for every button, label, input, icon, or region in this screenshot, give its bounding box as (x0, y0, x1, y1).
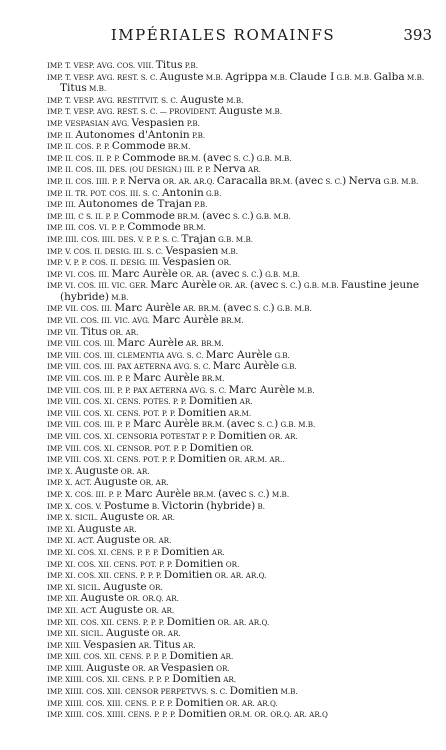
emperor-name: Vespasien (83, 638, 137, 651)
emperor-name: Marc Aurèle (228, 383, 295, 396)
emperor-name: Domitien (169, 650, 219, 663)
index-entry (47, 396, 437, 408)
legend-text: OR. AR. (149, 629, 181, 639)
legend-text: P.B. (191, 200, 208, 210)
emperor-name: Marc Aurèle (150, 279, 217, 292)
legend-text: G.B. M.B. (278, 420, 316, 430)
legend-text: OR. (237, 443, 254, 453)
legend-text: G.B. (279, 362, 297, 372)
emperor-name: Antonin (161, 186, 204, 199)
legend-text: M.B. (86, 84, 107, 94)
index-entry (47, 106, 437, 118)
emperor-name: (avec (294, 174, 324, 187)
emperor-name: Auguste (218, 105, 263, 118)
legend-text: IMP. XI. ACT. (47, 536, 97, 546)
emperor-name: ) (265, 487, 270, 500)
emperor-name: Domitien (177, 453, 227, 466)
emperor-name: ) (270, 302, 275, 315)
emperor-name: Auguste (86, 661, 130, 674)
legend-text: G.B. (272, 350, 290, 360)
emperor-name: ) (249, 209, 254, 222)
index-entry (47, 640, 437, 652)
legend-text: IMP. X. SICIL. (47, 513, 101, 523)
legend-text: AR.M. (226, 408, 252, 418)
emperor-name: Marc Aurèle (111, 267, 178, 280)
legend-text: IMP. VII. (47, 327, 81, 337)
index-entry (47, 176, 437, 188)
legend-text: BR.M. (199, 374, 225, 384)
legend-text: IMP. VIII. COS. III. PAX AETERNA AVG. S. C. (47, 362, 213, 372)
legend-text: IMP. VIII. COS. III. P. P. PAX AETERNA AVG. S. C. (47, 385, 229, 395)
emperor-name: Auguste (80, 592, 125, 605)
running-title: IMPÉRIALES ROMAINFS (110, 26, 336, 44)
emperor-name: Domitien (160, 545, 210, 558)
legend-text: BR.M. (174, 211, 203, 221)
legend-text: IMP. XII. (47, 594, 81, 604)
emperor-name: Domitien (163, 569, 213, 582)
emperor-name: Caracalla (216, 174, 268, 187)
emperor-name: (avec (223, 302, 252, 315)
index-entry (47, 222, 437, 234)
emperor-name: Marc Aurèle (133, 418, 200, 431)
legend-text: OR. AR. (140, 536, 172, 546)
legend-text: M.B. (262, 107, 283, 117)
emperor-name: Victorin (161, 499, 204, 512)
emperor-name: Marc Aurèle (117, 337, 184, 350)
emperor-name: ) (342, 174, 347, 187)
emperor-name: Domitien (172, 673, 221, 686)
index-entry (47, 303, 437, 315)
index-entry (47, 199, 437, 211)
legend-text: IMP. VIII. COS. XI. CENS. POTES. P. P. (47, 397, 189, 407)
legend-text: BR.M. (199, 420, 227, 430)
emperor-name: Nerva (213, 163, 246, 176)
legend-text: IMP. XIII. COS. XII. CENS. P. P. P. (47, 652, 170, 662)
emperor-name: Domitien (177, 708, 227, 721)
legend-text: IMP. IIII. COS. IIII. DES. V. P. P. S. C. (47, 234, 182, 244)
emperor-name: Faustine jeune (341, 279, 420, 292)
legend-text: IMP. T. VESP. AVG. RESTITVIT. S. C. (47, 95, 181, 105)
legend-text: OR. AR. AR.Q. (215, 617, 270, 627)
legend-text: S. C. (246, 489, 266, 499)
emperor-name: Marc Aurèle (114, 302, 181, 315)
legend-text: IMP. XI. SICIL. (47, 582, 104, 592)
legend-text: IMP. X. ACT. (47, 478, 94, 488)
index-entry (47, 211, 437, 223)
legend-text: S. C. (251, 304, 271, 314)
emperor-name: Titus (153, 638, 181, 651)
emperor-name: Vespasien (160, 661, 214, 674)
legend-text: G.B. M.B. (381, 176, 419, 186)
legend-text: IMP. XII. ACT. (47, 605, 100, 615)
legend-text: IMP. T. VESP. AVG. REST. S. C. (47, 72, 160, 82)
legend-text: OR. AR. (216, 281, 251, 291)
legend-text: OR. AR. AR.Q. (160, 176, 217, 186)
index-entry (47, 698, 437, 710)
legend-text: IMP. VII. COS. III. (47, 304, 115, 314)
legend-text: IMP. XIIII. COS. XIII. CENSOR PERPETVVS. S. C. (47, 687, 230, 697)
legend-text: IMP. X. COS. V. (47, 501, 104, 511)
legend-text: OR. AR.M. AR.. (226, 455, 285, 465)
legend-text: AR. (121, 524, 137, 534)
index-entry (47, 663, 437, 675)
legend-text: AR. (136, 640, 154, 650)
emperor-name: (hybride) (206, 499, 256, 512)
index-entry (47, 547, 437, 559)
legend-text: OR. AR. (107, 327, 139, 337)
index-entry (47, 280, 437, 303)
legend-text: M.B. (404, 72, 425, 82)
emperor-name: Domitien (229, 685, 279, 698)
legend-text: OR. AR. (118, 466, 150, 476)
emperor-name: Vespasien (165, 244, 219, 257)
index-entry (47, 431, 437, 443)
legend-text: BR.M. (190, 489, 219, 499)
emperor-name: Commode (111, 140, 166, 153)
legend-text: P.B. (182, 61, 198, 70)
legend-text: OR. AR. (143, 605, 175, 615)
legend-text: AR. BR.M. (183, 339, 224, 349)
emperor-name: (hybride) (60, 290, 109, 303)
legend-text: IMP. V. P. P. COS. II. DESIG. III. (47, 258, 163, 268)
legend-text: IMP. VIII. COS. XI. CENSORIA POTESTAT P. P. (47, 432, 219, 441)
emperor-name: Auguste (180, 93, 224, 106)
emperor-name: ) (297, 279, 302, 292)
emperor-name: Auguste (93, 476, 138, 489)
legend-text: IMP. VIII. COS. III. P. P. (47, 374, 134, 384)
legend-text: IMP. XIII. (47, 640, 84, 650)
emperor-name: Auguste (99, 603, 144, 616)
legend-text: OR. AR (129, 663, 161, 673)
emperor-name: Domitien (175, 696, 224, 709)
legend-text: AR. (180, 640, 196, 650)
emperor-name: Autonomes d'Antonin (75, 128, 190, 141)
legend-text: IMP. VIII. COS. XI. CENS. POT. P. P. (47, 408, 178, 418)
legend-text: IMP. II. COS. IIII. P. P. (47, 176, 128, 186)
emperor-name: Auguste (74, 464, 119, 477)
emperor-name: Nerva (348, 174, 382, 187)
legend-text: IMP. X. COS. III. P. P. (47, 489, 125, 499)
index-entry (47, 605, 437, 617)
legend-text: G.B. M.B. (254, 153, 292, 163)
emperor-name: Auguste (96, 534, 141, 547)
legend-text: IMP. II. COS. P. P. (47, 142, 112, 152)
legend-text: G.B. M.B. (262, 269, 300, 279)
emperor-name: (avec (211, 267, 240, 280)
legend-text: OR. AR. (177, 269, 212, 279)
legend-text: IMP. III. C S. II. P. P. (47, 211, 122, 221)
emperor-name: Commode (122, 151, 176, 164)
legend-text: IMP. VI. COS. III. (47, 269, 112, 279)
legend-text: IMP. II. COS. III. DES. (OU DESIGN.) III. P. P. (47, 165, 214, 175)
legend-text: AR. (209, 547, 225, 557)
legend-text: AR. BR.M. (180, 304, 224, 314)
emperor-name: Postume (103, 499, 150, 512)
legend-text: IMP. VIII. COS. III. (47, 339, 118, 349)
index-entry (47, 559, 437, 571)
legend-text: OR. AR. (137, 478, 169, 488)
legend-text: IMP. XIIII. (47, 663, 87, 673)
page-header (0, 26, 446, 48)
legend-text: BR.M. (165, 142, 191, 152)
index-entry (47, 686, 437, 698)
legend-text: M.B. (108, 292, 129, 302)
legend-text: IMP. XIIII. COS. XII. CENS. P. P. P. (47, 675, 173, 685)
legend-text: M.B. (203, 72, 226, 82)
legend-text: OR. AR. (143, 513, 175, 523)
legend-text: B. (149, 501, 162, 511)
emperor-name: Agrippa (225, 70, 268, 83)
index-entry (47, 234, 437, 246)
emperor-name: ) (274, 418, 279, 431)
emperor-name: ) (250, 151, 255, 164)
legend-text: IMP. VII. COS. III. VIC. AVG. (47, 316, 153, 326)
legend-text: IMP. X. (47, 466, 75, 476)
legend-text: IMP. III. COS. VI. P. P. (47, 223, 128, 233)
legend-text: IMP. XI. COS. XI. CENS. P. P. P. (47, 547, 161, 557)
legend-text: IMP. XIIII. COS. XIIII. CENS. P. P. P. (47, 710, 178, 720)
legend-text: S. C. (278, 281, 298, 291)
legend-text: OR. (146, 582, 163, 592)
emperor-name: Domitien (188, 395, 238, 408)
index-entry (47, 246, 437, 258)
index-entry (47, 385, 437, 397)
emperor-name: Domitien (174, 557, 224, 570)
legend-text: IMP. XIIII. COS. XIII. CENS. P. P. P. (47, 698, 176, 708)
legend-text: IMP. II. COS. II. P. P. (47, 153, 123, 163)
emperor-name: Auguste (100, 511, 144, 524)
legend-text: OR. OR.Q. AR. (124, 594, 179, 604)
legend-text: OR. (223, 559, 240, 569)
legend-text: G.B. M.B. (215, 234, 254, 244)
legend-text: IMP. T. VESP. AVG. REST. S. C. — PROVIDENT. (47, 107, 219, 117)
legend-text: IMP. II. (47, 130, 76, 140)
emperor-name: Titus (60, 82, 87, 95)
legend-text: IMP. T. VESP. AVG. COS. VIII. (47, 61, 156, 70)
legend-text: IMP. II. TR. POT. COS. III. S. C. (47, 188, 162, 198)
legend-text: OR. (213, 663, 230, 673)
legend-text: IMP. III. (47, 200, 79, 210)
legend-text: M.B. (223, 95, 244, 105)
legend-text: OR. (215, 258, 232, 268)
legend-text: M.B. (278, 687, 298, 697)
legend-text: IMP. XI. COS. XII. CENS. POT. P. P. (47, 559, 175, 569)
legend-text: P.B. (189, 130, 206, 140)
legend-text: G.B. M.B. (301, 281, 341, 291)
index-entry (47, 72, 437, 95)
page-number: 393 (403, 26, 432, 44)
legend-text: S. C. (323, 176, 343, 186)
legend-text: IMP. VESPASIAN AVG. (47, 118, 132, 128)
emperor-name: Autonomes de Trajan (78, 198, 192, 211)
emperor-name: Auguste (77, 522, 122, 535)
emperor-name: Nerva (127, 174, 161, 187)
legend-text: M.B. (269, 489, 290, 499)
legend-text: IMP. VI. COS. III. VIC. GER. (47, 281, 151, 291)
index-entry (47, 257, 437, 269)
emperor-name: Galba (373, 70, 405, 83)
legend-text: IMP. VIII. COS. III. P. P. (47, 420, 134, 430)
emperor-name: (avec (202, 209, 231, 222)
emperor-name: (avec (250, 279, 279, 292)
legend-text: OR. AR. (266, 432, 298, 441)
legend-text: BR.M. (180, 223, 206, 233)
emperor-name: Marc Aurèle (133, 372, 200, 385)
legend-text: AR. (218, 652, 234, 662)
legend-text: BR.M. (218, 316, 244, 326)
emperor-name: Marc Aurèle (152, 314, 219, 327)
legend-text: M.B. (218, 246, 238, 256)
emperor-name: Domitien (177, 406, 227, 419)
legend-text: AR. (220, 675, 237, 685)
legend-text: S. C. (255, 420, 275, 430)
emperor-name: ) (258, 267, 263, 280)
legend-text: IMP. XI. COS. XII. CENS. P. P. P. (47, 571, 164, 581)
legend-text: S. C. (231, 153, 251, 163)
emperor-name: (avec (226, 418, 256, 431)
emperor-name: (avec (218, 487, 247, 500)
emperor-name: Marc Aurèle (205, 348, 273, 361)
emperor-name: Commode (121, 209, 175, 222)
emperor-name: Titus (155, 59, 183, 71)
emperor-name: Domitien (166, 615, 216, 628)
legend-text: G.B. M.B. (274, 304, 312, 314)
emperor-name: Auguste (103, 580, 147, 593)
legend-text: S. C. (230, 211, 250, 221)
legend-text: AR. (245, 165, 261, 175)
emperor-name: Domitien (218, 430, 267, 442)
legend-text: IMP. VIII. COS. XI. CENSOR. POT. P. P. (47, 443, 190, 453)
index-entry (47, 709, 437, 721)
legend-text: IMP. XII. SICIL. (47, 629, 106, 639)
emperor-name: Vespasien (131, 116, 185, 129)
legend-text: OR. AR. AR.Q. (223, 698, 278, 708)
emperor-name: Marc Aurèle (124, 487, 191, 500)
legend-text: IMP. XII. COS. XII. CENS. P. P. P. (47, 617, 167, 627)
legend-text: IMP. V. COS. II. DESIG. III. S. C. (47, 246, 166, 256)
legend-index (0, 60, 446, 721)
emperor-name: Marc Aurèle (212, 360, 280, 373)
legend-text: OR. AR. AR.Q. (212, 571, 267, 581)
legend-text: M.B. (267, 72, 290, 82)
legend-text: P.B. (184, 118, 200, 128)
legend-text: IMP. VIII. COS. III. CLEMENTIA AVG. S. C. (47, 350, 206, 360)
index-entry (47, 443, 437, 455)
legend-text: OR.M. OR. OR.Q. AR. AR.Q (226, 710, 328, 720)
index-entry (47, 361, 437, 373)
emperor-name: Trajan (181, 232, 216, 245)
legend-text: BR.M. (267, 176, 295, 186)
legend-text: G.B. M.B. (253, 211, 291, 221)
legend-text: G.B. (203, 188, 222, 198)
legend-text: M.B. (295, 385, 315, 395)
index-entry (47, 535, 437, 547)
emperor-name: (avec (202, 151, 232, 164)
emperor-name: Titus (80, 325, 108, 338)
emperor-name: Auguste (105, 627, 150, 640)
emperor-name: Claude I (289, 70, 335, 83)
legend-text: BR.M. (175, 153, 203, 163)
legend-text: S. C. (239, 269, 259, 279)
emperor-name: Auguste (159, 70, 204, 83)
emperor-name: Vespasien (162, 256, 216, 269)
legend-text: G.B. M.B. (334, 72, 374, 82)
index-entry (47, 141, 437, 153)
legend-text: IMP. VIII. COS. XI. CENS. POT. P. P. (47, 455, 178, 465)
legend-text: AR. (237, 397, 253, 407)
index-entry (47, 327, 437, 339)
legend-text: IMP. XI. (47, 524, 78, 534)
emperor-name: Domitien (189, 441, 238, 454)
index-entry (47, 130, 437, 142)
legend-text: B. (255, 501, 266, 511)
emperor-name: Commode (127, 221, 181, 234)
